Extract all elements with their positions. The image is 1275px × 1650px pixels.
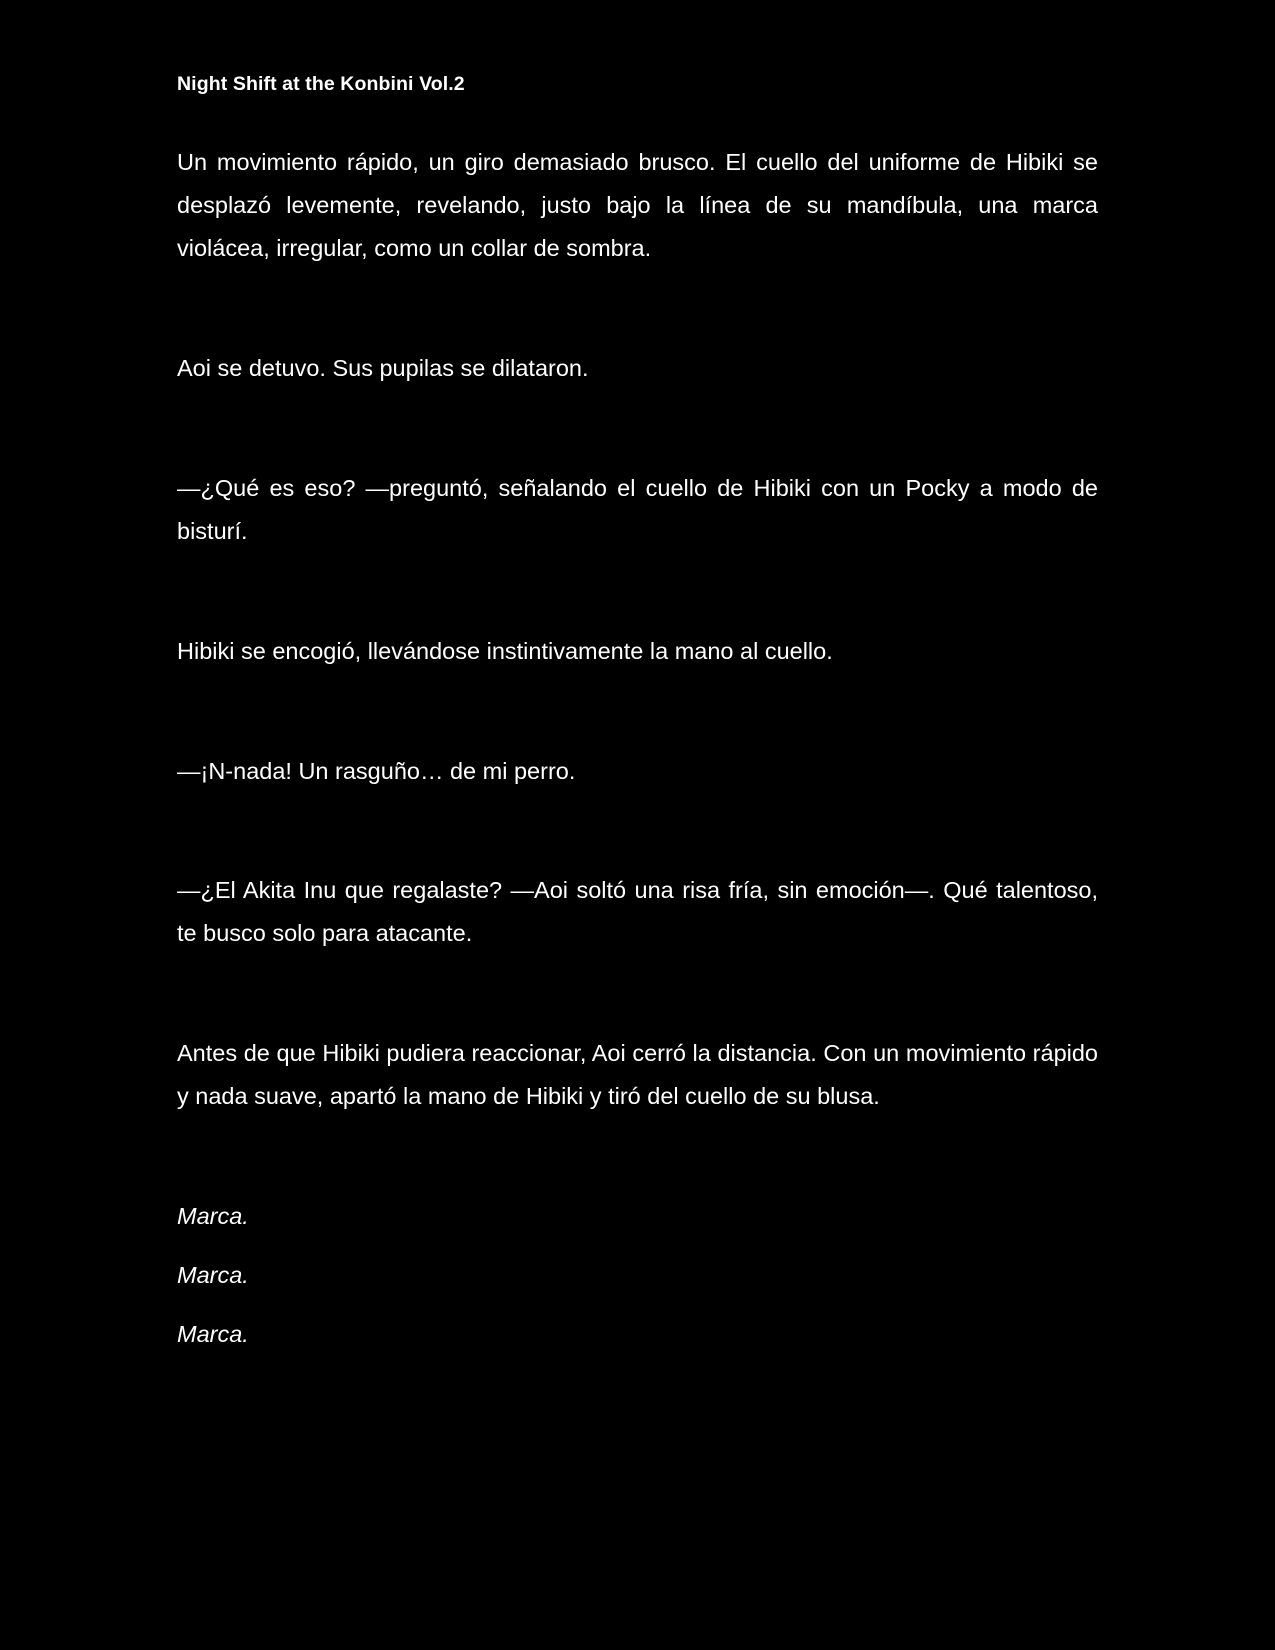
paragraph-2: Aoi se detuvo. Sus pupilas se dilataron. bbox=[177, 355, 589, 381]
paragraph-5: —¡N-nada! Un rasguño… de mi perro. bbox=[177, 758, 576, 784]
paragraph-10-italic: Marca. bbox=[177, 1321, 249, 1347]
running-header: Night Shift at the Konbini Vol.2 bbox=[177, 73, 465, 95]
paragraph-3: —¿Qué es eso? —preguntó, señalando el cuello de Hibiki con un Pocky a modo de bisturí. bbox=[177, 475, 1098, 544]
paragraph-8-italic: Marca. bbox=[177, 1203, 249, 1229]
paragraph-6: —¿El Akita Inu que regalaste? —Aoi soltó una risa fría, sin emoción—. Qué talentoso, te busco solo para atacante. bbox=[177, 877, 1098, 946]
paragraph-9-italic: Marca. bbox=[177, 1262, 249, 1288]
paragraph-4: Hibiki se encogió, llevándose instintivamente la mano al cuello. bbox=[177, 638, 833, 664]
paragraph-7: Antes de que Hibiki pudiera reaccionar, Aoi cerró la distancia. Con un movimiento rápido y nada suave, apartó la mano de Hibiki y tiró del cuello de su blusa. bbox=[177, 1040, 1098, 1109]
paragraph-1: Un movimiento rápido, un giro demasiado brusco. El cuello del uniforme de Hibiki se desplazó levemente, revelando, justo bajo la línea de su mandíbula, una marca violácea, irregular, como un collar de sombra. bbox=[177, 149, 1098, 261]
